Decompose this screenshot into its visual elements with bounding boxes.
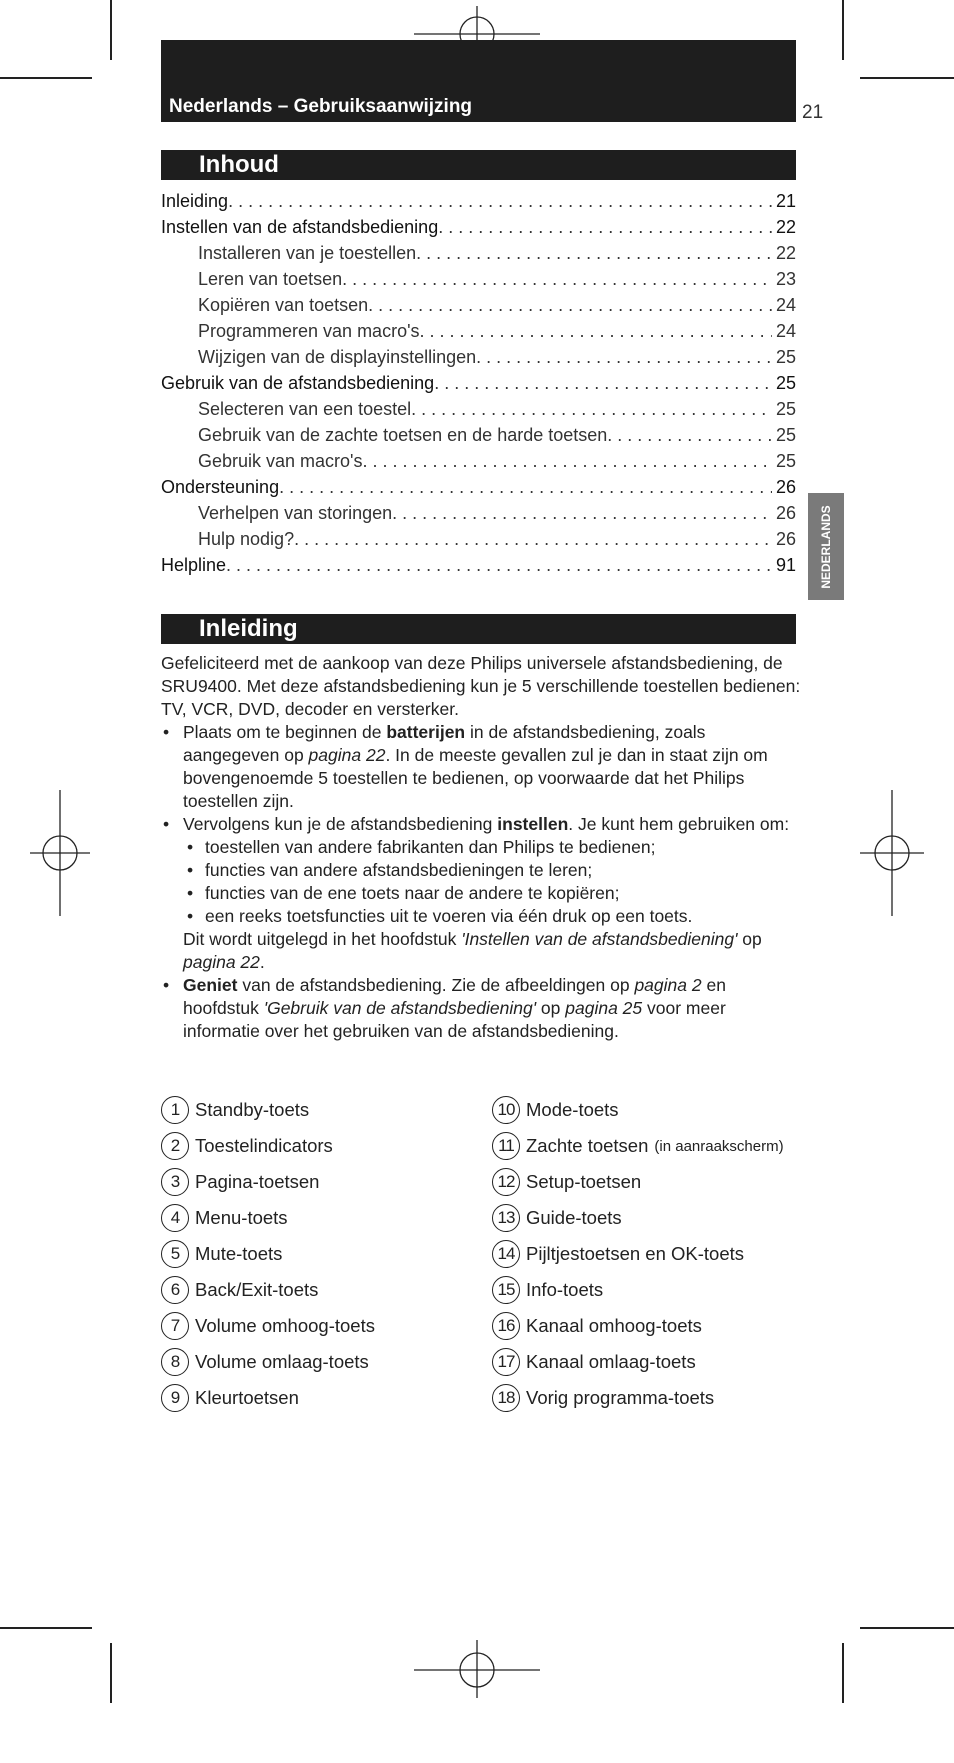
number-circle-icon: 9	[161, 1384, 189, 1412]
toc-label: Selecteren van een toestel	[198, 399, 412, 419]
crop-mark	[0, 77, 92, 79]
legend-label: Vorig programma-toets	[526, 1387, 715, 1408]
toc-row	[161, 552, 796, 578]
text-run-italic: pagina 2	[634, 975, 702, 995]
toc-leader-dots	[228, 188, 772, 214]
text-run-italic: pagina 22	[308, 745, 386, 765]
intro-bullet-list	[161, 721, 801, 1043]
toc-label: Helpline	[161, 555, 227, 575]
legend-item	[492, 1166, 641, 1198]
toc-row	[161, 240, 796, 266]
text-run: Vervolgens kun je de afstandsbediening	[183, 814, 498, 834]
legend-label: Setup-toetsen	[526, 1171, 642, 1192]
toc-heading-bar	[161, 150, 796, 180]
number-circle-icon: 16	[492, 1312, 520, 1340]
intro-sub-list	[183, 836, 801, 928]
toc-page: 23	[775, 269, 796, 289]
toc-row	[161, 526, 796, 552]
legend-item	[161, 1166, 319, 1198]
legend-label: Volume omlaag-toets	[195, 1351, 369, 1372]
text-run: op	[737, 929, 762, 949]
toc-row	[161, 396, 796, 422]
legend-item	[492, 1202, 622, 1234]
legend-item	[161, 1130, 333, 1162]
text-run: . In de meeste gevallen zul je dan in staat zijn om bovengenoemde 5 toestellen te bedienen, op voorwaarde dat het Philips toestellen zijn.	[183, 745, 768, 811]
number-circle-icon: 11	[492, 1132, 520, 1160]
legend-label: Zachte toetsen	[526, 1135, 649, 1156]
toc-page: 26	[775, 529, 796, 549]
number-circle-icon: 18	[492, 1384, 520, 1412]
list-item: • functies van andere afstandsbedieningen te leren;	[183, 859, 801, 882]
text-run: in de afstandsbediening, zoals aangegeven op	[183, 722, 706, 765]
toc-leader-dots	[434, 370, 772, 396]
legend-item	[492, 1274, 603, 1306]
toc-page: 25	[775, 373, 796, 393]
toc-row	[161, 266, 796, 292]
toc-label: Inleiding	[161, 191, 229, 211]
legend-item	[492, 1346, 696, 1378]
toc-row	[161, 370, 796, 396]
legend-item	[161, 1202, 288, 1234]
toc-row	[161, 344, 796, 370]
list-item	[161, 721, 801, 813]
legend-item	[161, 1274, 318, 1306]
number-circle-icon: 5	[161, 1240, 189, 1268]
registration-mark-icon	[30, 790, 90, 916]
toc-leader-dots	[420, 318, 772, 344]
text-run: .	[259, 952, 265, 972]
crop-mark	[860, 77, 954, 79]
table-of-contents	[161, 188, 796, 578]
legend-label: Info-toets	[526, 1279, 604, 1300]
toc-leader-dots	[279, 474, 772, 500]
toc-leader-dots	[342, 266, 772, 292]
toc-label: Gebruik van de afstandsbediening	[161, 373, 435, 393]
number-circle-icon: 1	[161, 1096, 189, 1124]
toc-page: 25	[775, 399, 796, 419]
text-run-italic: 'Instellen van de afstandsbediening'	[461, 929, 738, 949]
legend-label: Pijltjestoetsen en OK-toets	[526, 1243, 744, 1264]
legend-label: Standby-toets	[195, 1099, 310, 1120]
crop-mark	[860, 1627, 954, 1629]
legend-item	[161, 1346, 369, 1378]
text-run: en hoofdstuk	[183, 975, 726, 1018]
number-circle-icon: 13	[492, 1204, 520, 1232]
toc-row	[161, 188, 796, 214]
legend-label: Mute-toets	[195, 1243, 283, 1264]
toc-label: Gebruik van de zachte toetsen en de harde toetsen	[198, 425, 608, 445]
toc-label: Installeren van je toestellen	[198, 243, 417, 263]
number-circle-icon: 6	[161, 1276, 189, 1304]
toc-row	[161, 422, 796, 448]
text-run-italic: pagina 25	[565, 998, 643, 1018]
text-run-bold: Geniet	[183, 975, 238, 995]
number-circle-icon: 14	[492, 1240, 520, 1268]
crop-mark	[842, 1643, 844, 1703]
list-item: • functies van de ene toets naar de andere te kopiëren;	[183, 882, 801, 905]
toc-leader-dots	[368, 292, 772, 318]
number-circle-icon: 15	[492, 1276, 520, 1304]
toc-leader-dots	[438, 214, 772, 240]
toc-row	[161, 448, 796, 474]
toc-leader-dots	[392, 500, 772, 526]
toc-heading: Inhoud	[199, 151, 279, 178]
registration-mark-icon	[414, 1640, 540, 1698]
crop-mark	[842, 0, 844, 60]
toc-leader-dots	[607, 422, 772, 448]
toc-leader-dots	[294, 526, 772, 552]
intro-bullet2-followup	[183, 928, 801, 974]
toc-leader-dots	[226, 552, 772, 578]
toc-leader-dots	[416, 240, 772, 266]
legend-item	[492, 1094, 619, 1126]
legend-item	[492, 1130, 784, 1162]
toc-label: Hulp nodig?	[198, 529, 295, 549]
toc-label: Leren van toetsen	[198, 269, 343, 289]
intro-text	[161, 652, 801, 1043]
legend-item	[161, 1238, 282, 1270]
number-circle-icon: 3	[161, 1168, 189, 1196]
toc-page: 24	[775, 295, 796, 315]
legend-label: Kanaal omhoog-toets	[526, 1315, 702, 1336]
toc-page: 91	[775, 555, 796, 575]
legend-label: Toestelindicators	[195, 1135, 333, 1156]
legend-label: Kleurtoetsen	[195, 1387, 299, 1408]
language-side-tab	[808, 493, 844, 600]
intro-heading-bar	[161, 614, 796, 644]
crop-mark	[110, 1643, 112, 1703]
toc-label: Programmeren van macro's	[198, 321, 420, 341]
toc-page: 24	[775, 321, 796, 341]
toc-page: 26	[775, 503, 796, 523]
toc-row	[161, 474, 796, 500]
list-item	[161, 813, 801, 974]
number-circle-icon: 7	[161, 1312, 189, 1340]
text-run-bold: instellen	[497, 814, 569, 834]
toc-label: Wijzigen van de displayinstellingen	[198, 347, 477, 367]
toc-label: Kopiëren van toetsen	[198, 295, 369, 315]
crop-mark	[110, 0, 112, 60]
toc-row	[161, 500, 796, 526]
legend-label: Menu-toets	[195, 1207, 288, 1228]
page-number: 21	[802, 102, 824, 123]
text-run: . Je kunt hem gebruiken om:	[568, 814, 790, 834]
toc-leader-dots	[476, 344, 772, 370]
side-tab-label: NEDERLANDS	[819, 504, 833, 589]
number-circle-icon: 4	[161, 1204, 189, 1232]
legend-item	[161, 1382, 299, 1414]
text-run-italic: 'Gebruik van de afstandsbediening'	[263, 998, 537, 1018]
number-circle-icon: 17	[492, 1348, 520, 1376]
toc-label: Instellen van de afstandsbediening	[161, 217, 439, 237]
number-circle-icon: 2	[161, 1132, 189, 1160]
toc-label: Verhelpen van storingen	[198, 503, 393, 523]
toc-page: 25	[775, 425, 796, 445]
text-run: voor meer informatie over het gebruiken van de afstandsbediening.	[183, 998, 726, 1041]
toc-row	[161, 318, 796, 344]
number-circle-icon: 12	[492, 1168, 520, 1196]
header-title: Nederlands – Gebruiksaanwijzing	[169, 96, 473, 117]
toc-label: Gebruik van macro's	[198, 451, 363, 471]
toc-row	[161, 214, 796, 240]
legend-item	[492, 1238, 744, 1270]
text-run: van de afstandsbediening. Zie de afbeeldingen op	[237, 975, 635, 995]
legend-item	[161, 1310, 375, 1342]
toc-label: Ondersteuning	[161, 477, 280, 497]
header-bar	[161, 40, 796, 122]
text-run-italic: pagina 22	[183, 952, 260, 972]
text-run: op	[536, 998, 566, 1018]
toc-page: 21	[775, 191, 796, 211]
toc-page: 22	[775, 243, 796, 263]
toc-page: 25	[775, 451, 796, 471]
legend-item	[492, 1310, 702, 1342]
intro-heading: Inleiding	[199, 615, 298, 642]
legend-label: Mode-toets	[526, 1099, 619, 1120]
toc-leader-dots	[363, 448, 772, 474]
toc-page: 26	[775, 477, 796, 497]
intro-paragraph: Gefeliciteerd met de aankoop van deze Philips universele afstandsbediening, de SRU9400. Met deze afstandsbediening kun je 5 verschillende toestellen bedienen: TV, VCR, DVD, decoder en versterker.	[161, 653, 801, 719]
legend-label: Back/Exit-toets	[195, 1279, 319, 1300]
list-item	[161, 974, 801, 1043]
legend-label: Pagina-toetsen	[195, 1171, 320, 1192]
toc-page: 22	[775, 217, 796, 237]
legend-item	[492, 1382, 714, 1414]
legend-item	[161, 1094, 309, 1126]
registration-mark-icon	[860, 790, 924, 916]
legend-label: Kanaal omlaag-toets	[526, 1351, 696, 1372]
toc-row	[161, 292, 796, 318]
crop-mark	[0, 1627, 92, 1629]
toc-page: 25	[775, 347, 796, 367]
legend-label: Guide-toets	[526, 1207, 622, 1228]
list-item: • een reeks toetsfuncties uit te voeren via één druk op een toets.	[183, 905, 801, 928]
legend-label: Volume omhoog-toets	[195, 1315, 375, 1336]
text-run: Dit wordt uitgelegd in het hoofdstuk	[183, 929, 462, 949]
number-circle-icon: 8	[161, 1348, 189, 1376]
list-item: • toestellen van andere fabrikanten dan Philips te bedienen;	[183, 836, 801, 859]
text-run-bold: batterijen	[386, 722, 466, 742]
text-run: Plaats om te beginnen de	[183, 722, 387, 742]
number-circle-icon: 10	[492, 1096, 520, 1124]
legend-note: (in aanraakscherm)	[654, 1137, 784, 1155]
toc-leader-dots	[411, 396, 772, 422]
